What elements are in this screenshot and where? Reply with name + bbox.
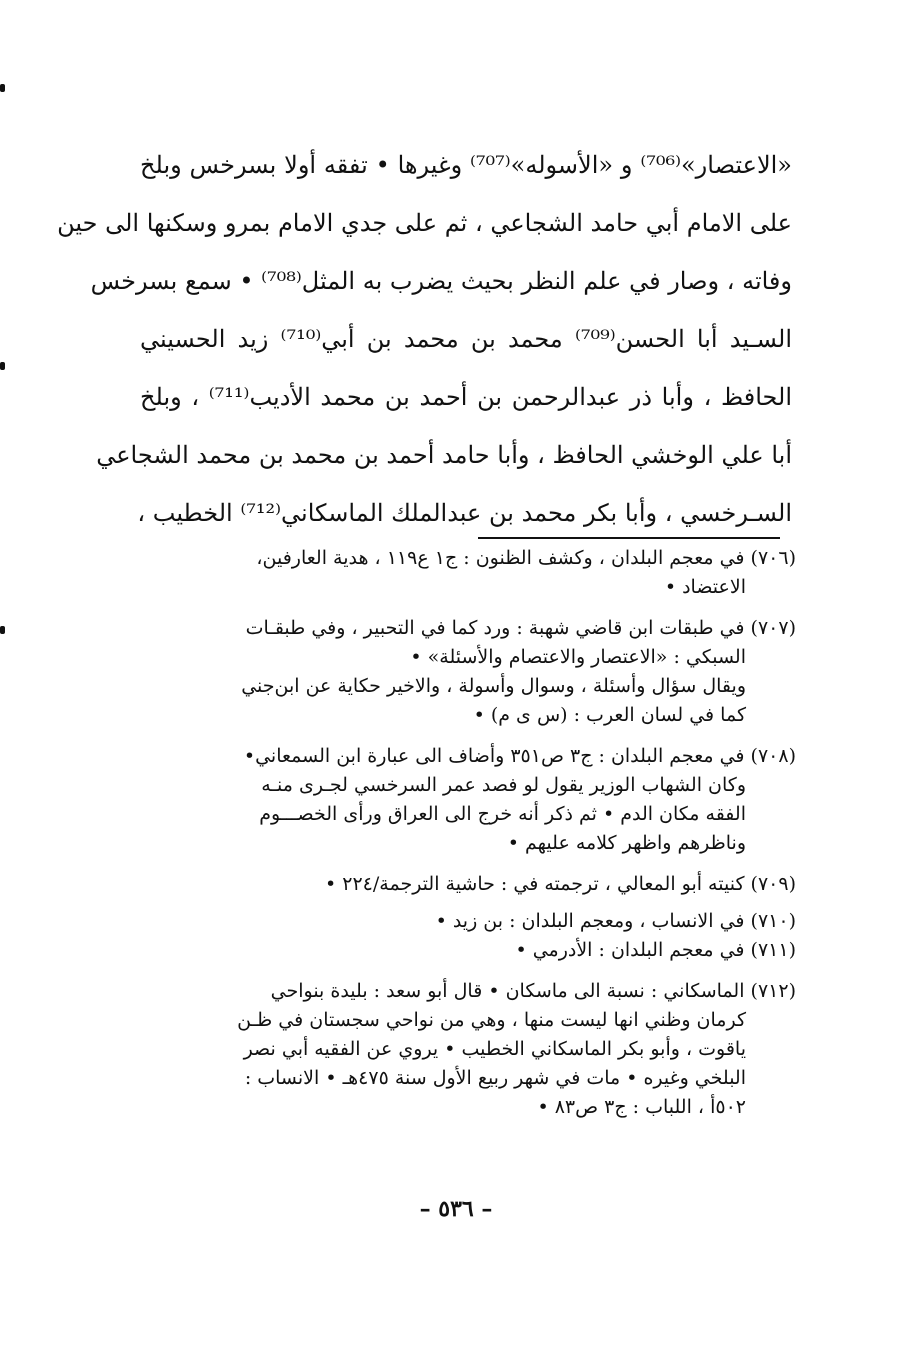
main-text	[57, 136, 793, 542]
body-line: الحافظ ، وأبا ذر عبدالرحمن بن أحمد بن محمد الأديب⁽⁷¹¹⁾ ، وبلخ	[140, 383, 793, 411]
footnote-line: كرمان وظني انها ليست منها ، وهي من نواحي سجستان في ظـن	[237, 1009, 746, 1031]
footnote-709	[132, 870, 796, 899]
footnote-line: (٧٠٦) في معجم البلدان ، وكشف الظنون : ج١ ع١١٩ ، هدية العارفين،	[256, 547, 796, 569]
body-line: السـيد أبا الحسن⁽⁷⁰⁹⁾ محمد بن محمد بن أبي⁽⁷¹⁰⁾ زيد الحسيني	[140, 325, 793, 353]
body-line: وفاته ، وصار في علم النظر بحيث يضرب به المثل⁽⁷⁰⁸⁾ • سمع بسرخس	[90, 267, 792, 295]
footnote-711	[132, 936, 796, 965]
body-line: «الاعتصار»⁽⁷⁰⁶⁾ و «الأسوله»⁽⁷⁰⁷⁾ وغيرها • تفقه أولا بسرخس وبلخ	[140, 151, 792, 179]
footnote-line: وكان الشهاب الوزير يقول لو فصد عمر السرخسي لجـرى منـه	[261, 774, 746, 796]
footnote-line: الفقه مكان الدم • ثم ذكر أنه خرج الى العراق ورأى الخصـــوم	[259, 803, 746, 825]
footnote-707	[132, 614, 796, 730]
margin-mark	[0, 626, 5, 634]
footnote-line: (٧٠٧) في طبقات ابن قاضي شهبة : ورد كما في التحبير ، وفي طبقـات	[245, 617, 796, 639]
body-line: على الامام أبي حامد الشجاعي ، ثم على جدي الامام بمرو وسكنها الى حين	[57, 209, 792, 237]
footnote-line: (٧١٢) الماسكاني : نسبة الى ماسكان • قال أبو سعد : بليدة بنواحي	[270, 980, 796, 1002]
footnote-line: ويقال سؤال وأسئلة ، وسوال وأسولة ، والاخير حكاية عن ابن‌جني	[241, 675, 746, 697]
footnote-line: البلخي وغيره • مات في شهر ربيع الأول سنة ٤٧٥هـ • الانساب :	[244, 1067, 746, 1089]
footnote-712	[132, 977, 796, 1122]
margin-mark	[0, 362, 5, 370]
footnote-line: (٧٠٨) في معجم البلدان : ج٣ ص٣٥١ وأضاف الى عبارة ابن السمعاني•	[243, 745, 796, 767]
body-line: السـرخسي ، وأبا بكر محمد بن عبدالملك الماسكاني⁽⁷¹²⁾ الخطيب ،	[137, 499, 792, 527]
footnote-710	[132, 907, 796, 936]
body-line: أبا علي الوخشي الحافظ ، وأبا حامد أحمد بن محمد بن محمد الشجاعي	[96, 441, 792, 469]
footnote-line: (٧١٠) في الانساب ، ومعجم البلدان : بن زيد •	[435, 910, 796, 932]
footnotes	[132, 544, 796, 1122]
footnote-line: السبكي : «الاعتصار والاعتصام والأسئلة» •	[410, 646, 746, 668]
page-number: – ٥٣٦ –	[419, 1196, 493, 1222]
footnote-line: كما في لسان العرب : (س ى م) •	[473, 704, 746, 726]
footnote-line: (٧١١) في معجم البلدان : الأدرمي •	[515, 939, 796, 961]
margin-mark	[0, 84, 5, 92]
footnote-line: ياقوت ، وأبو بكر الماسكاني الخطيب • يروي عن الفقيه أبي نصر	[243, 1038, 746, 1060]
footnote-line: وناظرهم واظهر كلامه عليهم •	[507, 832, 746, 854]
footnote-line: (٧٠٩) كنيته أبو المعالي ، ترجمته في : حاشية الترجمة/٢٢٤ •	[325, 873, 796, 895]
footnote-708	[132, 742, 796, 858]
footnote-separator	[478, 537, 780, 539]
footnote-line: الاعتضاد •	[664, 576, 746, 598]
footnote-line: ٥٠٢أ ، اللباب : ج٣ ص٨٣ •	[537, 1096, 746, 1118]
footnote-706	[132, 544, 796, 602]
